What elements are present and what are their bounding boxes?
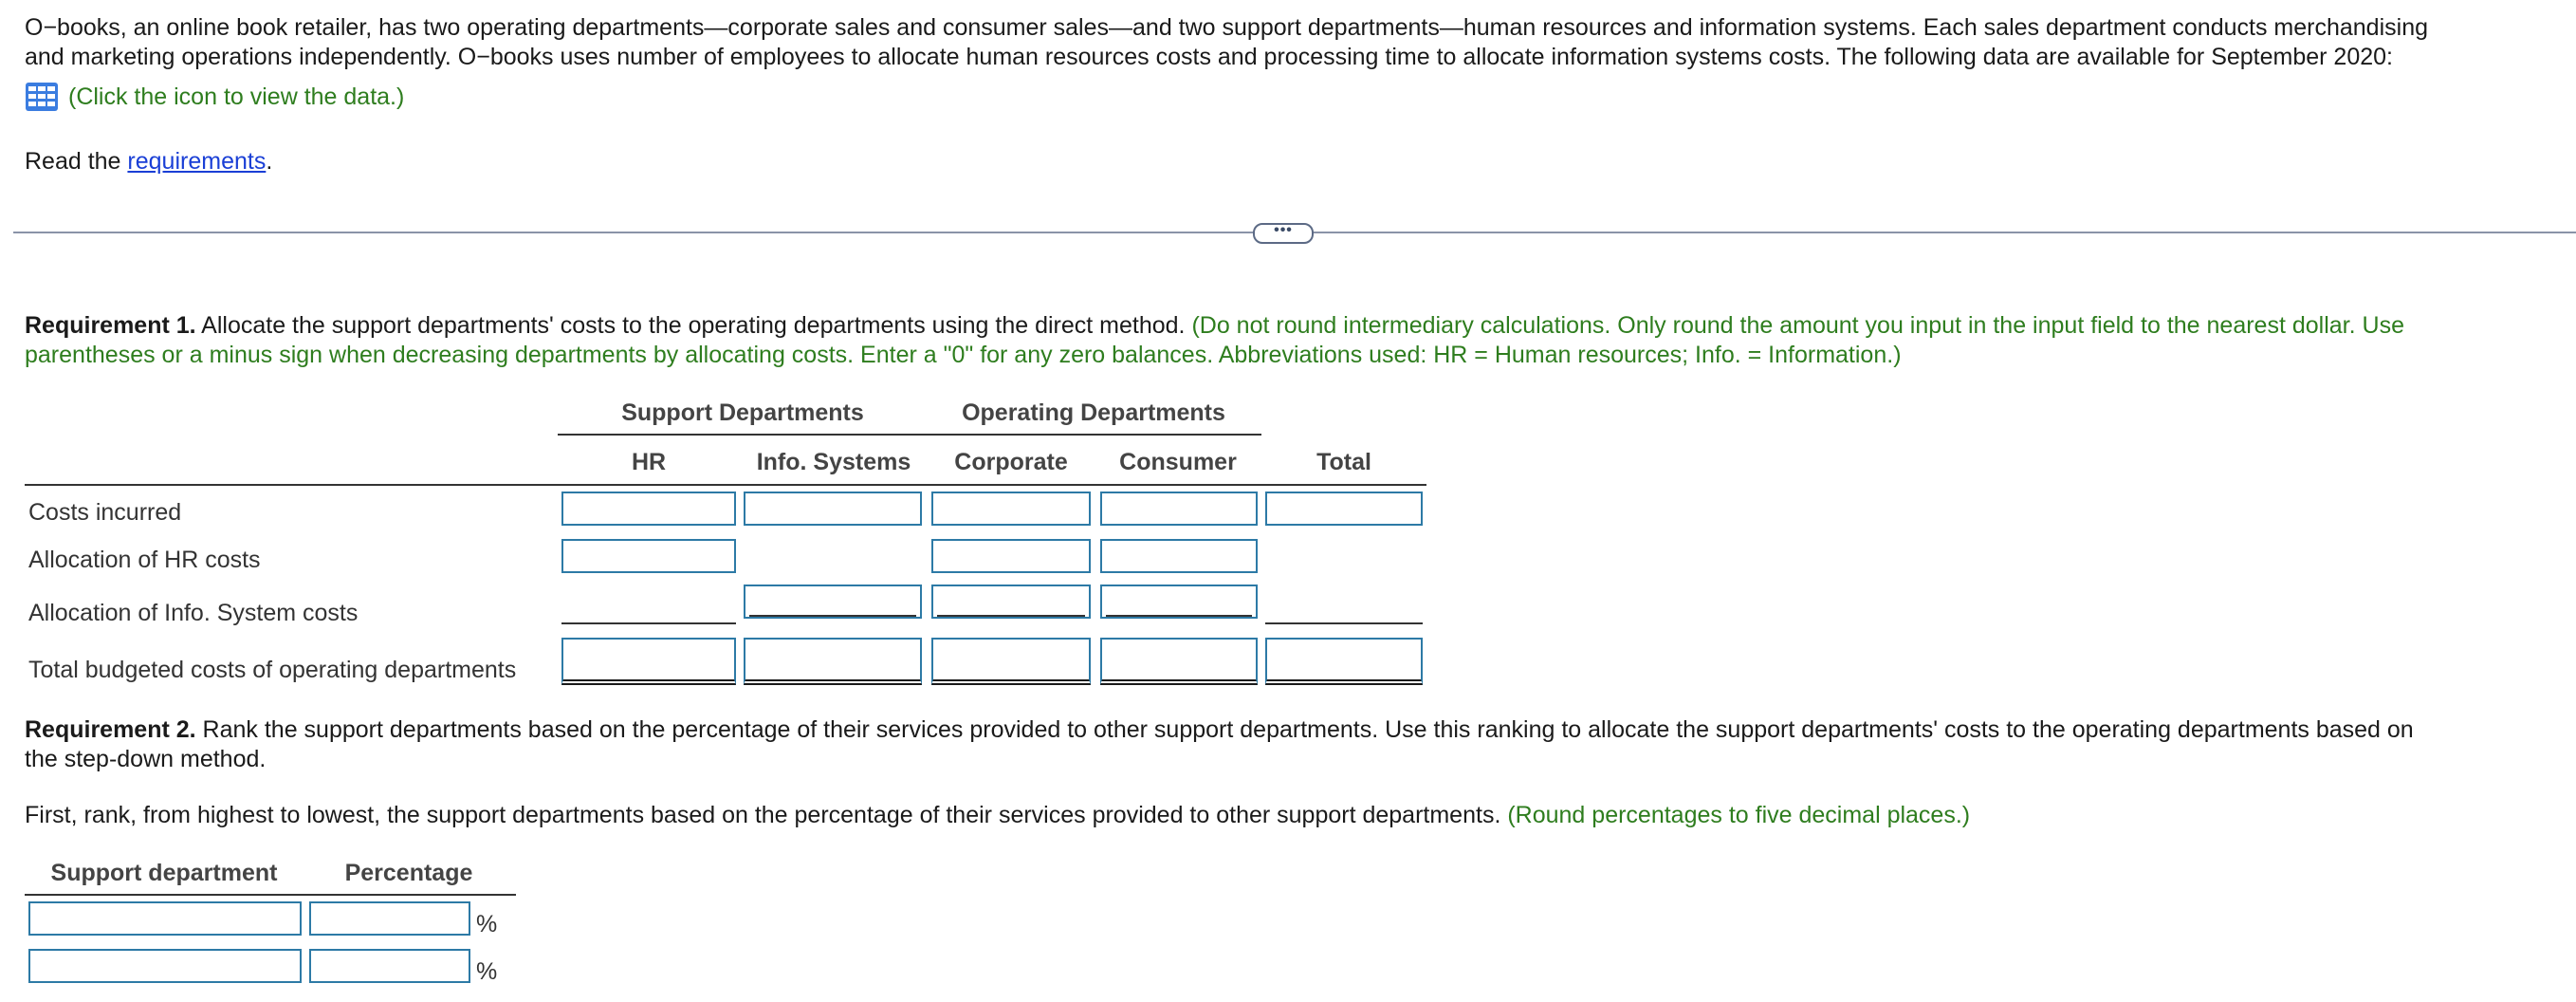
column-header-rule (25, 484, 1426, 486)
intro-line-2: and marketing operations independently. O−books uses number of employees to allocate human resources costs and processing time to allocate information systems costs. The following data are available for September 2020: (25, 44, 2393, 70)
row-label-total-budgeted: Total budgeted costs of operating departments (28, 657, 517, 683)
rank-2-department-input[interactable] (28, 949, 302, 983)
view-data-link[interactable] (25, 82, 404, 112)
total-consumer-input[interactable] (1100, 638, 1258, 685)
table-grid-icon[interactable] (25, 82, 59, 112)
is-alloc-consumer-rule (1106, 615, 1252, 617)
is-alloc-corporate-rule (937, 615, 1085, 617)
total-total-input[interactable] (1265, 638, 1423, 685)
req1-hint-2: parentheses or a minus sign when decreasing departments by allocating costs. Enter a "0" for any zero balances. Abbreviations used: HR = Human resources; Info. = Information.) (25, 342, 1902, 368)
hr-alloc-corporate-input[interactable] (931, 539, 1091, 573)
costs-incurred-corporate-input[interactable] (931, 492, 1091, 526)
col-header-consumer: Consumer (1119, 449, 1237, 475)
rank-2-percentage-input[interactable] (309, 949, 470, 983)
costs-incurred-total-input[interactable] (1265, 492, 1423, 526)
more-options-button[interactable]: ••• (1253, 223, 1314, 244)
col-header-corporate: Corporate (954, 449, 1068, 475)
req2-line-1 (25, 715, 2548, 745)
costs-incurred-consumer-input[interactable] (1100, 492, 1258, 526)
is-alloc-info-rule (749, 615, 916, 617)
read-prefix: Read the (25, 148, 128, 175)
costs-incurred-info-input[interactable] (744, 492, 922, 526)
intro-line-1: O−books, an online book retailer, has two operating departments—corporate sales and consumer sales—and two support departments—human resources and information systems. Each sales department conducts merchandising (25, 14, 2428, 41)
hr-alloc-consumer-input[interactable] (1100, 539, 1258, 573)
req2-first-hint: (Round percentages to five decimal places.) (1507, 802, 1971, 828)
rank-2-percent-symbol: % (476, 958, 498, 985)
hr-alloc-hr-input[interactable] (561, 539, 736, 573)
is-alloc-info-input[interactable] (744, 584, 922, 619)
col-header-hr: HR (631, 449, 667, 475)
req1-label: Requirement 1. (25, 312, 196, 339)
is-alloc-corporate-input[interactable] (931, 584, 1091, 619)
rank-1-percentage-input[interactable] (309, 901, 470, 936)
req1-line-1 (25, 311, 2548, 341)
is-alloc-consumer-input[interactable] (1100, 584, 1258, 619)
costs-incurred-hr-input[interactable] (561, 492, 736, 526)
requirements-link[interactable]: requirements (127, 148, 267, 175)
req2-first-text: First, rank, from highest to lowest, the support departments based on the percentage of their services provided to other support departments. (25, 802, 1508, 828)
rank-1-department-input[interactable] (28, 901, 302, 936)
req2-text-1: Rank the support departments based on the percentage of their services provided to other support departments. Use this ranking to allocate the support departments' costs to the operating departments based on (195, 716, 2414, 743)
total-hr-input[interactable] (561, 638, 736, 685)
row-label-is-allocation: Allocation of Info. System costs (28, 600, 359, 626)
req2-text-2: the step-down method. (25, 746, 267, 772)
col-header-info-systems: Info. Systems (756, 449, 911, 475)
total-corporate-input[interactable] (931, 638, 1091, 685)
view-data-text[interactable]: (Click the icon to view the data.) (68, 83, 405, 110)
row-label-hr-allocation: Allocation of HR costs (28, 547, 261, 573)
col-header-support-department: Support department (50, 860, 278, 886)
req1-hint-1: (Do not round intermediary calculations. Only round the amount you input in the input field to the nearest dollar. Use (1191, 312, 2404, 339)
req1-text: Allocate the support departments' costs to the operating departments using the direct method. (195, 312, 1192, 339)
table2-header-rule (25, 894, 516, 896)
group-header-operating: Operating Departments (962, 399, 1225, 426)
req2-first-line (25, 801, 2548, 830)
read-requirements (25, 148, 272, 176)
group-header-support: Support Departments (621, 399, 864, 426)
col-header-percentage: Percentage (344, 860, 473, 886)
is-alloc-hr-underline (561, 622, 736, 624)
total-info-input[interactable] (744, 638, 922, 685)
is-alloc-total-underline (1265, 622, 1423, 624)
rank-1-percent-symbol: % (476, 911, 498, 937)
req2-label: Requirement 2. (25, 716, 196, 743)
col-header-total: Total (1316, 449, 1371, 475)
row-label-costs-incurred: Costs incurred (28, 499, 182, 526)
read-suffix: . (266, 148, 273, 175)
group-header-rule (558, 434, 1261, 436)
